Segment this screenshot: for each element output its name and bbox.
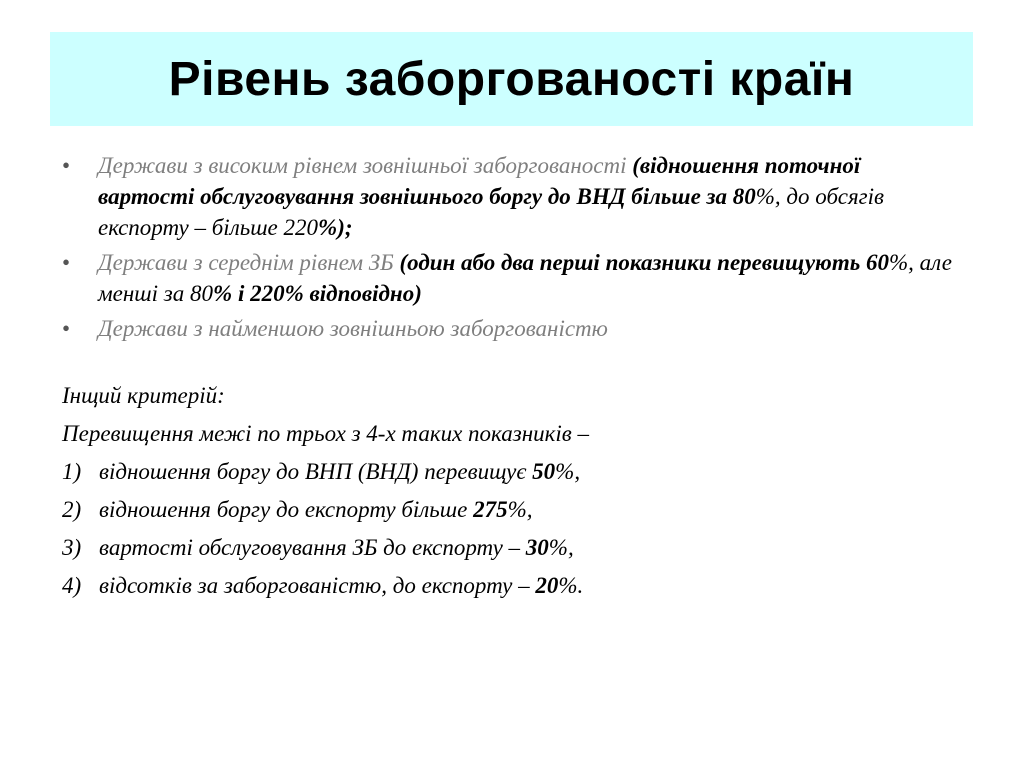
item-number: 1) — [62, 459, 82, 484]
list-item — [62, 494, 962, 525]
item-text — [99, 456, 580, 487]
list-item — [62, 532, 962, 563]
item-number: 3) — [62, 535, 82, 560]
list-item — [62, 247, 962, 309]
bullet-icon: • — [62, 250, 71, 275]
item-value: 50 — [532, 459, 556, 484]
threshold-text: Перевищення межі по трьох з 4-х таких показників – — [62, 421, 589, 446]
item-text — [99, 532, 574, 563]
item-text — [99, 494, 533, 525]
bullet-detail: %, до обсягів експорту – більше 220 — [98, 184, 885, 240]
item-label: відношення боргу до експорту більше — [99, 497, 474, 522]
slide-content — [62, 150, 962, 608]
list-item — [62, 456, 962, 487]
bullet-icon: • — [62, 316, 71, 341]
item-value: 30 — [525, 535, 549, 560]
criteria-list — [62, 456, 962, 601]
slide-title: Рівень заборгованості країн — [168, 52, 855, 106]
bullet-detail: (один або два перші показники перевищують 60 — [399, 250, 889, 275]
title-box — [50, 32, 973, 126]
bullet-detail: %, але менші за 80 — [98, 250, 952, 306]
bullet-detail: % і 220% відповідно) — [213, 281, 422, 306]
item-number: 2) — [62, 497, 82, 522]
item-text — [99, 570, 583, 601]
bullet-icon: • — [62, 153, 71, 178]
item-suffix: %, — [507, 497, 533, 522]
bullet-detail: %); — [318, 215, 353, 240]
item-label: відсотків за заборгованістю, до експорту – — [99, 573, 536, 598]
item-suffix: %, — [548, 535, 574, 560]
item-value: 20 — [535, 573, 559, 598]
bullet-lead: Держави з найменшою зовнішньою заборгованістю — [98, 316, 608, 341]
other-criterion-heading: Інщий критерій: — [62, 383, 225, 408]
bullet-lead: Держави з середнім рівнем ЗБ — [98, 250, 400, 275]
item-number: 4) — [62, 573, 82, 598]
bullet-detail: (відношення поточної вартості обслуговування зовнішнього боргу до ВНД більше за 80 — [98, 153, 861, 209]
list-item — [62, 570, 962, 601]
item-suffix: %, — [555, 459, 581, 484]
bullet-lead: Держави з високим рівнем зовнішньої заборгованості — [98, 153, 633, 178]
item-suffix: %. — [558, 573, 584, 598]
list-item — [62, 150, 962, 243]
bullet-list — [62, 150, 962, 344]
item-label: відношення боргу до ВНП (ВНД) перевищує — [99, 459, 533, 484]
spacer — [62, 348, 962, 380]
item-label: вартості обслуговування ЗБ до експорту – — [99, 535, 526, 560]
list-item — [62, 313, 962, 344]
item-value: 275 — [473, 497, 508, 522]
